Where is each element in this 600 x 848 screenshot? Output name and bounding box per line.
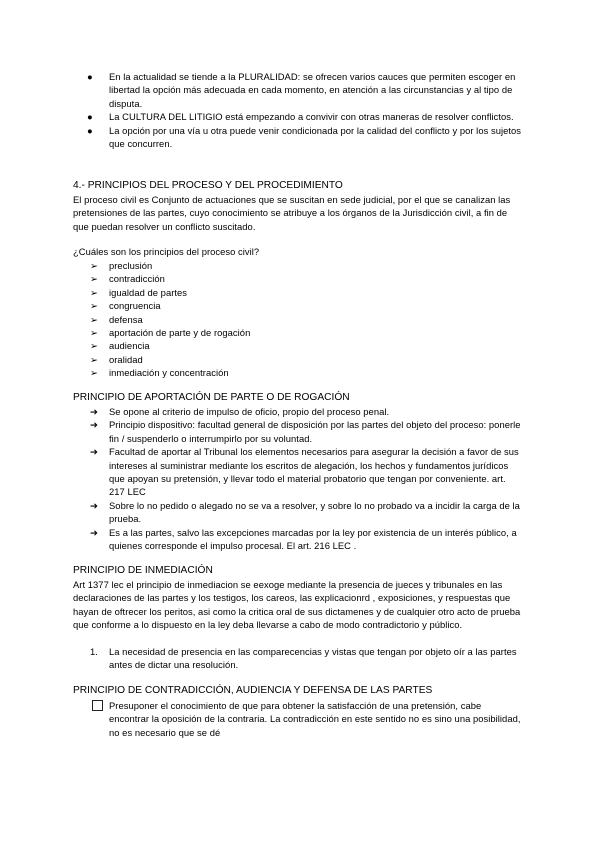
list-item (73, 70, 523, 110)
arrow-marker-icon: ➢ (90, 340, 98, 352)
checklist-item-text: Presuponer el conocimiento de que para obtener la satisfacción de una pretensión, cabe encontrar la oposición de la contraria. La contradicción en este sentido no es sino una posibilidad, no es necesario que se dé (109, 700, 521, 738)
list-item (73, 366, 523, 379)
question-text: ¿Cuáles son los principios del proceso civil? (73, 246, 260, 257)
list-item-text: En la actualidad se tiende a la PLURALIDAD: se ofrecen varios cauces que permiten escoger en libertad la opción más adecuada en cada momento, en atención a las circunstancias y al tipo de disputa. (109, 71, 516, 109)
arrow-icon: ➔ (90, 419, 98, 431)
arrow-marker-icon: ➢ (90, 313, 98, 325)
section-heading: PRINCIPIO DE APORTACIÓN DE PARTE O DE ROGACIÓN (73, 392, 350, 403)
list-item (73, 445, 523, 499)
list-item-text: Sobre lo no pedido o alegado no se va a resolver, y sobre lo no probado va a incidir la carga de la prueba. (109, 499, 520, 525)
section-paragraph: Art 1377 lec el principio de inmediacion se eexoge mediante la presencia de jueces y tribunales en las declaraciones de las partes y los testigos, los careos, las explicacionrd , exposiciones, y respuestas que hayan de oftrecer los peritos, asi como la critica oral de sus dictamenes y de cualquier otro acto de prueba que conforme a lo dispuesto en la ley deba llevarse a cabo de modo contradictorio y público. (73, 579, 521, 631)
list-item (73, 526, 523, 553)
list-item-text: Facultad de aportar al Tribunal los elementos necesarios para asegurar la decisión a favor de sus intereses al suministrar mediante los escritos de alegación, los hechos y fundamentos jurídicos que apoyan su pretensión, y llevar todo el material probatorio que tengan por conveniente. art. 217 LEC (109, 446, 519, 498)
section-heading: PRINCIPIO DE INMEDIACIÓN (73, 565, 213, 576)
list-item-text: igualdad de partes (109, 286, 188, 298)
principles-list (73, 259, 523, 380)
list-item-text: audiencia (109, 340, 150, 352)
list-item-text: contradicción (109, 273, 165, 285)
list-item (73, 299, 523, 312)
list-item (73, 353, 523, 366)
list-item-text: oralidad (109, 353, 143, 365)
section-heading: 4.- PRINCIPIOS DEL PROCESO Y DEL PROCEDIMIENTO (73, 180, 343, 191)
checklist (73, 699, 523, 739)
list-item (73, 339, 523, 352)
arrow-marker-icon: ➢ (90, 273, 98, 285)
arrow-marker-icon: ➢ (90, 300, 98, 312)
list-item (73, 110, 523, 123)
bullet-marker: ● (87, 71, 93, 82)
list-item (73, 272, 523, 285)
list-item-text: Es a las partes, salvo las excepciones marcadas por la ley por existencia de un interés público, a quienes corresponde el impulso procesal. El art. 216 LEC . (109, 526, 517, 552)
arrow-marker-icon: ➢ (90, 367, 98, 379)
list-item-text: aportación de parte y de rogación (109, 327, 251, 339)
bullet-marker: ● (87, 111, 93, 123)
arrow-marker-icon: ➢ (90, 286, 98, 298)
list-item (73, 286, 523, 299)
list-item-text: preclusión (109, 260, 153, 271)
checkbox[interactable] (92, 700, 103, 711)
arrow-icon: ➔ (90, 446, 98, 458)
arrow-icon: ➔ (90, 406, 98, 417)
checklist-item (73, 699, 523, 739)
list-item-text: La opción por una vía u otra puede venir condicionada por la calidad del conflicto y por los sujetos que concurren. (109, 124, 522, 150)
arrow-icon: ➔ (90, 526, 98, 538)
list-item-text: La necesidad de presencia en las comparecencias y vistas que tengan por objeto oír a las partes antes de dictar una resolución. (109, 646, 517, 671)
bullet-marker: ● (87, 124, 93, 136)
list-item (73, 313, 523, 326)
list-item (73, 124, 523, 151)
list-item-text: Se opone al criterio de impulso de oficio, propio del proceso penal. (109, 406, 390, 417)
number-marker: 1. (90, 646, 98, 657)
list-item (73, 499, 523, 526)
arrow-marker-icon: ➢ (90, 327, 98, 339)
bullet-list (73, 70, 523, 150)
list-item (73, 418, 523, 445)
list-item (73, 405, 523, 418)
section-paragraph: El proceso civil es Conjunto de actuaciones que se suscitan en sede judicial, por el que se canalizan las pretensiones de las partes, cuyo conocimiento se atribuye a los órganos de la Jurisdicción civil, a fin de que puedan resolver un conflicto suscitado. (73, 194, 511, 232)
section-heading: PRINCIPIO DE CONTRADICCIÓN, AUDIENCIA Y DEFENSA DE LAS PARTES (73, 685, 433, 696)
list-item-text: Principio dispositivo: facultad general de disposición por las partes del objeto del proceso: ponerle fin / suspenderlo o interrumpirlo por su voluntad. (109, 419, 521, 444)
list-item-text: defensa (109, 313, 143, 325)
list-item (73, 259, 523, 272)
aportacion-list (73, 405, 523, 552)
list-item-text: congruencia (109, 300, 161, 312)
arrow-marker-icon: ➢ (90, 353, 98, 365)
numbered-list (73, 645, 523, 672)
arrow-marker-icon: ➢ (90, 260, 98, 271)
arrow-icon: ➔ (90, 499, 98, 511)
list-item-text: inmediación y concentración (109, 367, 229, 379)
list-item (73, 326, 523, 339)
list-item-text: La CULTURA DEL LITIGIO está empezando a convivir con otras maneras de resolver conflictos. (109, 111, 514, 123)
list-item (73, 645, 523, 672)
